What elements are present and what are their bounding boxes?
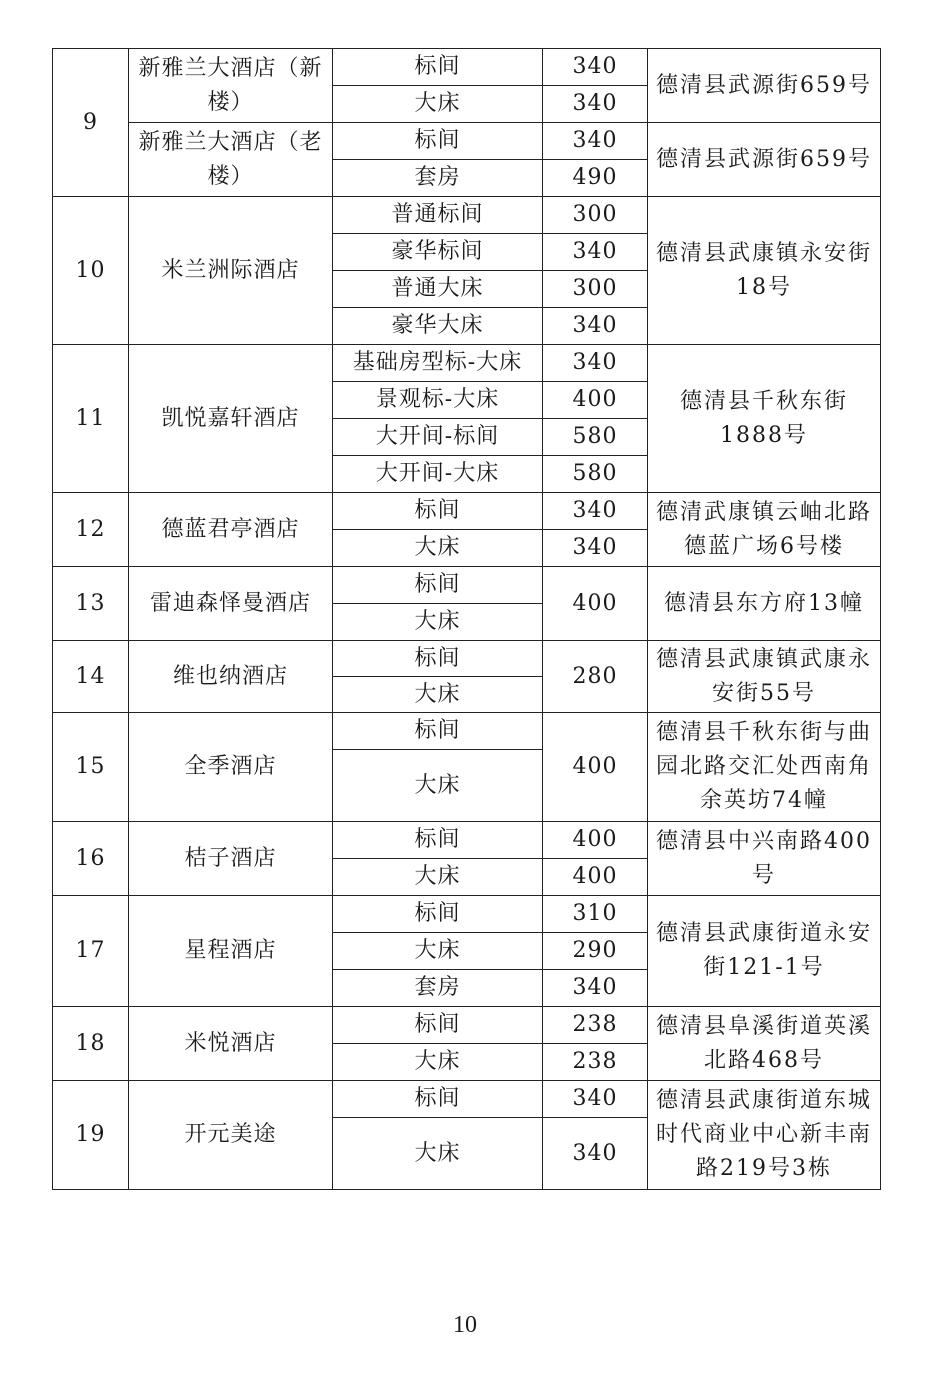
room-type: 大床 [333,604,543,641]
room-type: 大床 [333,750,543,822]
table-row [53,567,881,604]
room-type: 标间 [333,822,543,859]
room-price: 310 [543,896,648,933]
room-type: 标间 [333,713,543,750]
hotel-name: 桔子酒店 [129,822,333,896]
room-type: 豪华标间 [333,234,543,271]
room-price: 238 [543,1044,648,1081]
table-row [53,641,881,677]
room-type: 大床 [333,1118,543,1190]
table-row [53,123,881,160]
room-price: 340 [543,1081,648,1118]
room-type: 豪华大床 [333,308,543,345]
hotel-number: 15 [53,713,129,822]
hotel-address: 德清县中兴南路400号 [648,822,881,896]
room-price: 340 [543,493,648,530]
room-price: 300 [543,271,648,308]
table-row [53,1007,881,1044]
hotel-price-table [52,48,881,1190]
hotel-name: 新雅兰大酒店（老楼） [129,123,333,197]
hotel-name: 全季酒店 [129,713,333,822]
table-row [53,493,881,530]
hotel-number: 19 [53,1081,129,1190]
table-row [53,896,881,933]
hotel-number: 18 [53,1007,129,1081]
room-type: 基础房型标-大床 [333,345,543,382]
room-type: 大床 [333,86,543,123]
hotel-number: 11 [53,345,129,493]
hotel-name: 雷迪森怿曼酒店 [129,567,333,641]
room-price: 400 [543,859,648,896]
hotel-name: 米兰洲际酒店 [129,197,333,345]
hotel-number: 10 [53,197,129,345]
hotel-number: 17 [53,896,129,1007]
room-price: 280 [543,641,648,713]
hotel-address: 德清县武康镇永安街18号 [648,197,881,345]
room-type: 大开间-标间 [333,419,543,456]
hotel-number: 16 [53,822,129,896]
room-price: 400 [543,567,648,641]
hotel-name: 开元美途 [129,1081,333,1190]
hotel-address: 德清县东方府13幢 [648,567,881,641]
table-row [53,197,881,234]
hotel-address: 德清县武源街659号 [648,123,881,197]
hotel-name: 德蓝君亭酒店 [129,493,333,567]
room-type: 标间 [333,896,543,933]
hotel-name: 新雅兰大酒店（新楼） [129,49,333,123]
room-type: 标间 [333,493,543,530]
room-price: 340 [543,1118,648,1190]
hotel-address: 德清县千秋东街与曲园北路交汇处西南角余英坊74幢 [648,713,881,822]
hotel-number: 12 [53,493,129,567]
room-type: 套房 [333,160,543,197]
hotel-address: 德清县武康街道永安街121-1号 [648,896,881,1007]
hotel-address: 德清县武康镇武康永安街55号 [648,641,881,713]
room-type: 景观标-大床 [333,382,543,419]
hotel-number: 13 [53,567,129,641]
hotel-name: 星程酒店 [129,896,333,1007]
hotel-name: 米悦酒店 [129,1007,333,1081]
room-type: 标间 [333,123,543,160]
hotel-number: 9 [53,49,129,197]
hotel-address: 德清县武源街659号 [648,49,881,123]
room-type: 标间 [333,1081,543,1118]
room-price: 340 [543,86,648,123]
hotel-address: 德清武康镇云岫北路德蓝广场6号楼 [648,493,881,567]
room-type: 普通大床 [333,271,543,308]
room-type: 大床 [333,530,543,567]
room-price: 340 [543,123,648,160]
room-type: 大床 [333,859,543,896]
hotel-name: 维也纳酒店 [129,641,333,713]
room-type: 套房 [333,970,543,1007]
table-row [53,49,881,86]
hotel-name: 凯悦嘉轩酒店 [129,345,333,493]
room-price: 340 [543,345,648,382]
room-type: 标间 [333,641,543,677]
room-price: 340 [543,308,648,345]
room-price: 400 [543,382,648,419]
room-price: 290 [543,933,648,970]
room-price: 238 [543,1007,648,1044]
room-price: 340 [543,530,648,567]
room-price: 490 [543,160,648,197]
hotel-address: 德清县阜溪街道英溪北路468号 [648,1007,881,1081]
room-price: 580 [543,456,648,493]
room-type: 大床 [333,677,543,713]
room-price: 340 [543,970,648,1007]
room-type: 普通标间 [333,197,543,234]
table-row [53,1081,881,1118]
hotel-address: 德清县千秋东街1888号 [648,345,881,493]
room-type: 标间 [333,567,543,604]
room-type: 标间 [333,49,543,86]
page-number: 10 [453,1312,477,1338]
hotel-address: 德清县武康街道东城时代商业中心新丰南路219号3栋 [648,1081,881,1190]
room-type: 大床 [333,933,543,970]
table-row [53,713,881,750]
room-price: 400 [543,822,648,859]
room-price: 580 [543,419,648,456]
hotel-number: 14 [53,641,129,713]
room-type: 标间 [333,1007,543,1044]
room-price: 340 [543,49,648,86]
room-type: 大床 [333,1044,543,1081]
room-price: 340 [543,234,648,271]
room-price: 400 [543,713,648,822]
room-type: 大开间-大床 [333,456,543,493]
table-row [53,822,881,859]
room-price: 300 [543,197,648,234]
table-row [53,345,881,382]
